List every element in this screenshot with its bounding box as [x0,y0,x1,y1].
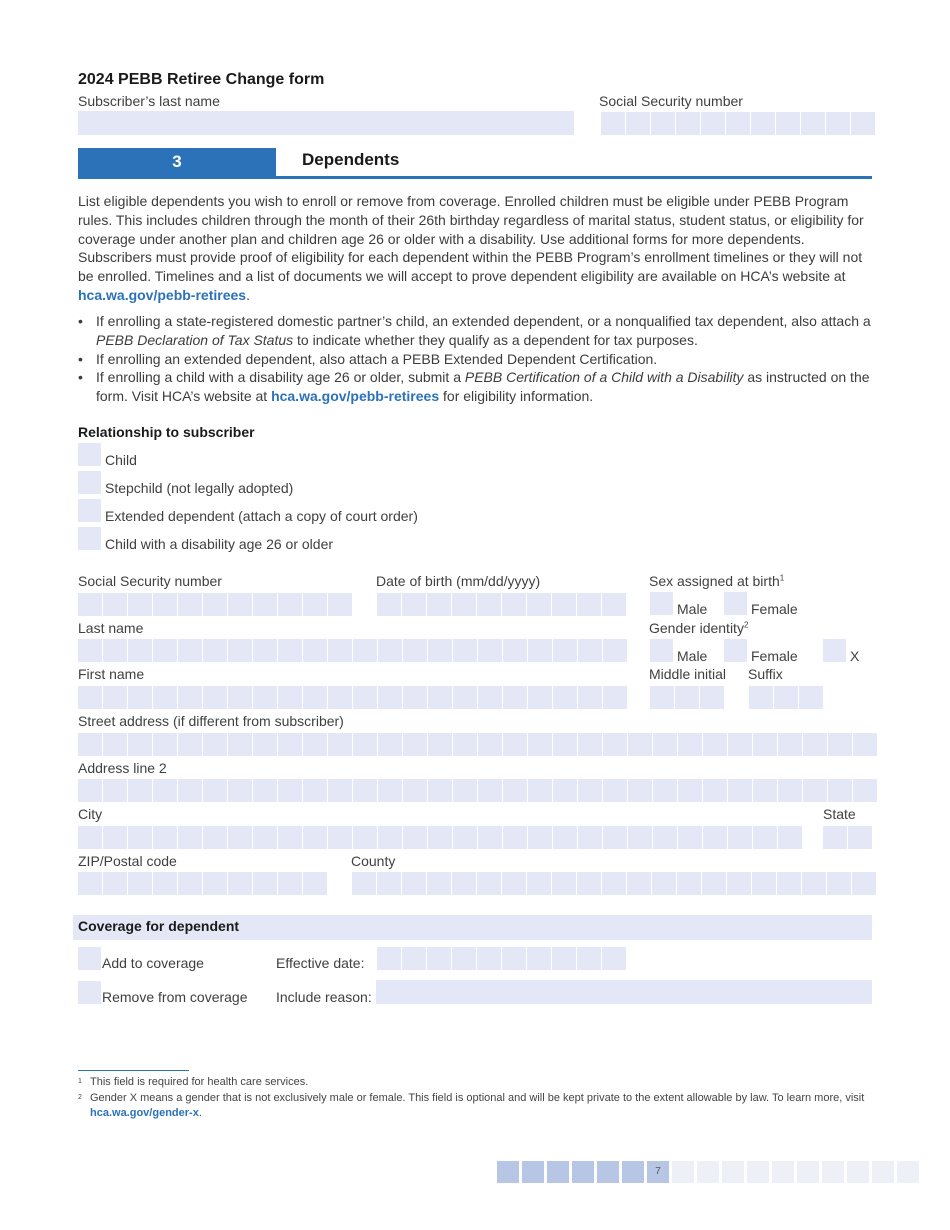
add-coverage-checkbox[interactable] [78,947,101,970]
dob-field[interactable] [377,593,626,616]
suffix-field[interactable] [749,686,823,709]
list-item: • If enrolling a child with a disability age 26 or older, submit a PEBB Certification of a Child with a Disability as instructed on the form. Visit HCA’s website at hca.wa.gov/pebb-retirees for eligibility information. [78,368,878,406]
relationship-option-label: Child [105,452,137,468]
form-title: 2024 PEBB Retiree Change form [78,71,325,88]
zip-label: ZIP/Postal code [78,853,177,869]
middle-initial-field[interactable] [650,686,724,709]
section-title: Dependents [302,150,400,169]
relationship-child-checkbox[interactable] [78,443,101,466]
subscriber-last-name-label: Subscriber’s last name [78,93,220,109]
relationship-extended-checkbox[interactable] [78,499,101,522]
zip-field[interactable] [78,872,327,895]
city-field[interactable] [78,826,802,849]
footnote-divider [78,1070,189,1071]
relationship-option-label: Stepchild (not legally adopted) [105,480,294,496]
section-divider [78,176,872,179]
coverage-heading: Coverage for dependent [78,918,240,934]
sex-female-label: Female [751,601,798,617]
effective-date-label: Effective date: [276,955,365,971]
dependent-ssn-field[interactable] [78,593,352,616]
footnote-2-number: 2 [78,1094,82,1101]
gender-x-link[interactable]: hca.wa.gov/gender-x [90,1107,199,1119]
state-label: State [823,806,856,822]
pebb-retirees-link[interactable]: hca.wa.gov/pebb-retirees [78,286,247,303]
dependent-ssn-label: Social Security number [78,573,222,589]
first-name-label: First name [78,666,145,682]
street-address-field[interactable] [78,733,877,756]
state-field[interactable] [823,826,872,849]
footnote-1: This field is required for health care services. [90,1076,309,1088]
remove-coverage-label: Remove from coverage [102,989,248,1005]
gender-male-label: Male [677,648,708,664]
address-line2-field[interactable] [78,779,877,802]
subscriber-ssn-field[interactable] [601,112,875,135]
gender-identity-label: Gender identity$^2$ [649,620,749,636]
relationship-option-label: Child with a disability age 26 or older [105,536,334,552]
section-number: 3 [78,148,276,176]
subscriber-last-name-field[interactable] [78,111,574,135]
gender-male-checkbox[interactable] [650,639,673,662]
suffix-label: Suffix [748,666,783,682]
footnote-2: Gender X means a gender that is not exclusively male or female. This field is optional and will be kept private to the extent allowable by law. To learn more, visit hca.wa.gov/gender-x. [90,1092,865,1119]
dob-label: Date of birth (mm/dd/yyyy) [376,573,541,589]
sex-male-checkbox[interactable] [650,592,673,615]
page-number: 7 [647,1161,669,1183]
add-coverage-label: Add to coverage [102,955,204,971]
first-name-field[interactable] [78,686,627,709]
reason-label: Include reason: [276,989,372,1005]
street-address-label: Street address (if different from subscriber) [78,713,344,729]
last-name-label: Last name [78,620,144,636]
relationship-heading: Relationship to subscriber [78,424,255,440]
list-item: • If enrolling an extended dependent, also attach a PEBB Extended Dependent Certification. [78,350,878,369]
subscriber-ssn-label: Social Security number [599,93,743,109]
intro-paragraph: List eligible dependents you wish to enroll or remove from coverage. Enrolled children must be eligible under PEBB Program rules. This includes children through the month of their 26th birthday regardless of marital status, student status, or eligibility for coverage under another plan and children age 26 or older with a disability. Use additional forms for more dependents. Subscribers must provide proof of eligibility for each dependent within the PEBB Program’s enrollment timelines or they will not be enrolled. Timelines and a list of documents we will accept to prove dependent eligibility are available on HCA’s website at hca.wa.gov/pebb-retirees. [78,193,864,303]
relationship-disability-checkbox[interactable] [78,527,101,550]
county-label: County [351,853,396,869]
page-indicator-bar [497,1161,919,1183]
list-item: • If enrolling a state-registered domestic partner’s child, an extended dependent, or a nonqualified tax dependent, also attach a PEBB Declaration of Tax Status to indicate whether they qualify as a dependent for tax purposes. [78,312,878,350]
gender-female-checkbox[interactable] [724,639,747,662]
last-name-field[interactable] [78,639,627,662]
sex-label: Sex assigned at birth$^1$ [649,573,785,589]
address-line2-label: Address line 2 [78,760,167,776]
relationship-stepchild-checkbox[interactable] [78,471,101,494]
footnote-1-number: 1 [78,1078,82,1085]
relationship-option-label: Extended dependent (attach a copy of court order) [105,508,418,524]
city-label: City [78,806,103,822]
county-field[interactable] [352,872,876,895]
remove-coverage-checkbox[interactable] [78,981,101,1004]
sex-female-checkbox[interactable] [724,592,747,615]
effective-date-field[interactable] [377,947,626,970]
sex-male-label: Male [677,601,708,617]
reason-field[interactable] [376,980,872,1004]
middle-initial-label: Middle initial [649,666,727,682]
instructions-list [78,312,878,406]
pebb-retirees-link[interactable]: hca.wa.gov/pebb-retirees [271,388,440,405]
gender-x-checkbox[interactable] [823,639,846,662]
gender-x-label: X [850,648,860,664]
gender-female-label: Female [751,648,798,664]
